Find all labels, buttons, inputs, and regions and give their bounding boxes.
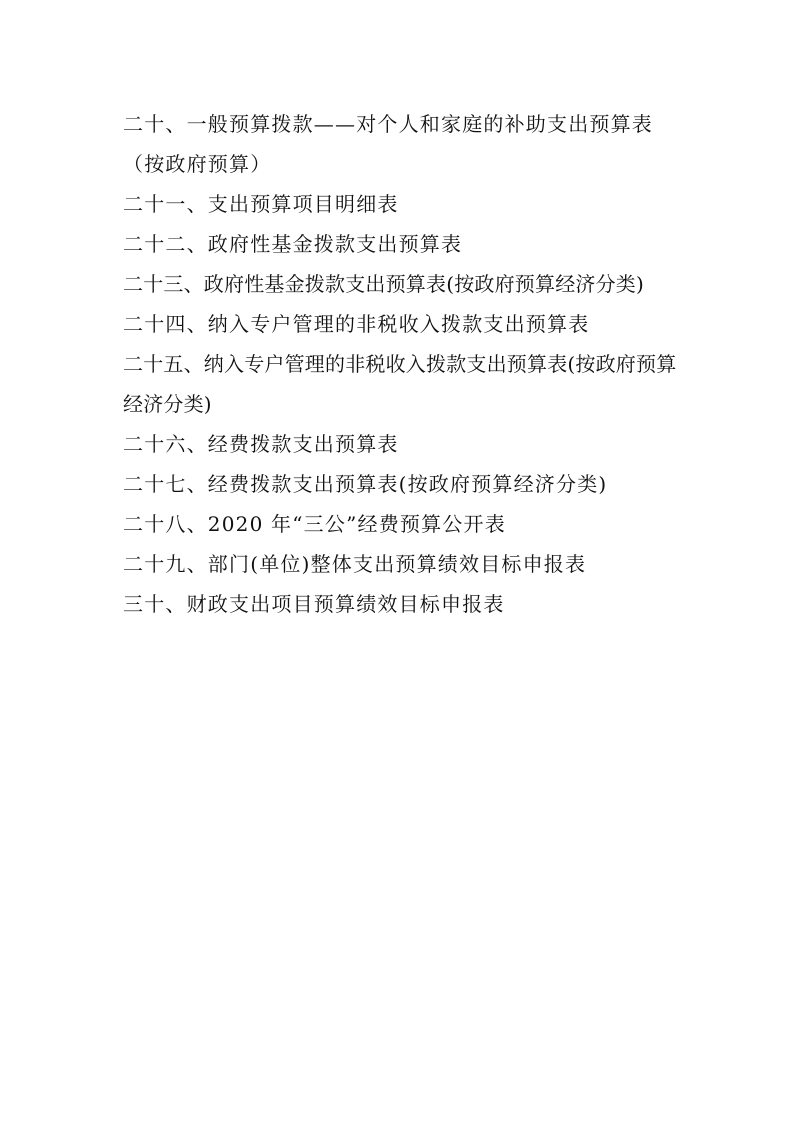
toc-item-24: 二十四、纳入专户管理的非税收入拨款支出预算表 (123, 312, 590, 336)
toc-item-27: 二十七、经费拨款支出预算表(按政府预算经济分类) (123, 472, 608, 496)
toc-item-25: 二十五、纳入专户管理的非税收入拨款支出预算表(按政府预算经济分类) (123, 352, 677, 416)
toc-item-28: 二十八、2020 年“三公”经费预算公开表 (123, 512, 506, 536)
toc-item-23: 二十三、政府性基金拨款支出预算表(按政府预算经济分类) (123, 272, 645, 296)
toc-item-20: 二十、一般预算拨款——对个人和家庭的补助支出预算表（按政府预算） (123, 112, 653, 176)
toc-item-21: 二十一、支出预算项目明细表 (123, 192, 399, 216)
toc-item-26: 二十六、经费拨款支出预算表 (123, 432, 399, 456)
toc-item-30: 三十、财政支出项目预算绩效目标申报表 (123, 592, 505, 616)
toc-item-22: 二十二、政府性基金拨款支出预算表 (123, 232, 463, 256)
table-of-contents (123, 104, 683, 624)
toc-item-29: 二十九、部门(单位)整体支出预算绩效目标申报表 (123, 552, 587, 576)
